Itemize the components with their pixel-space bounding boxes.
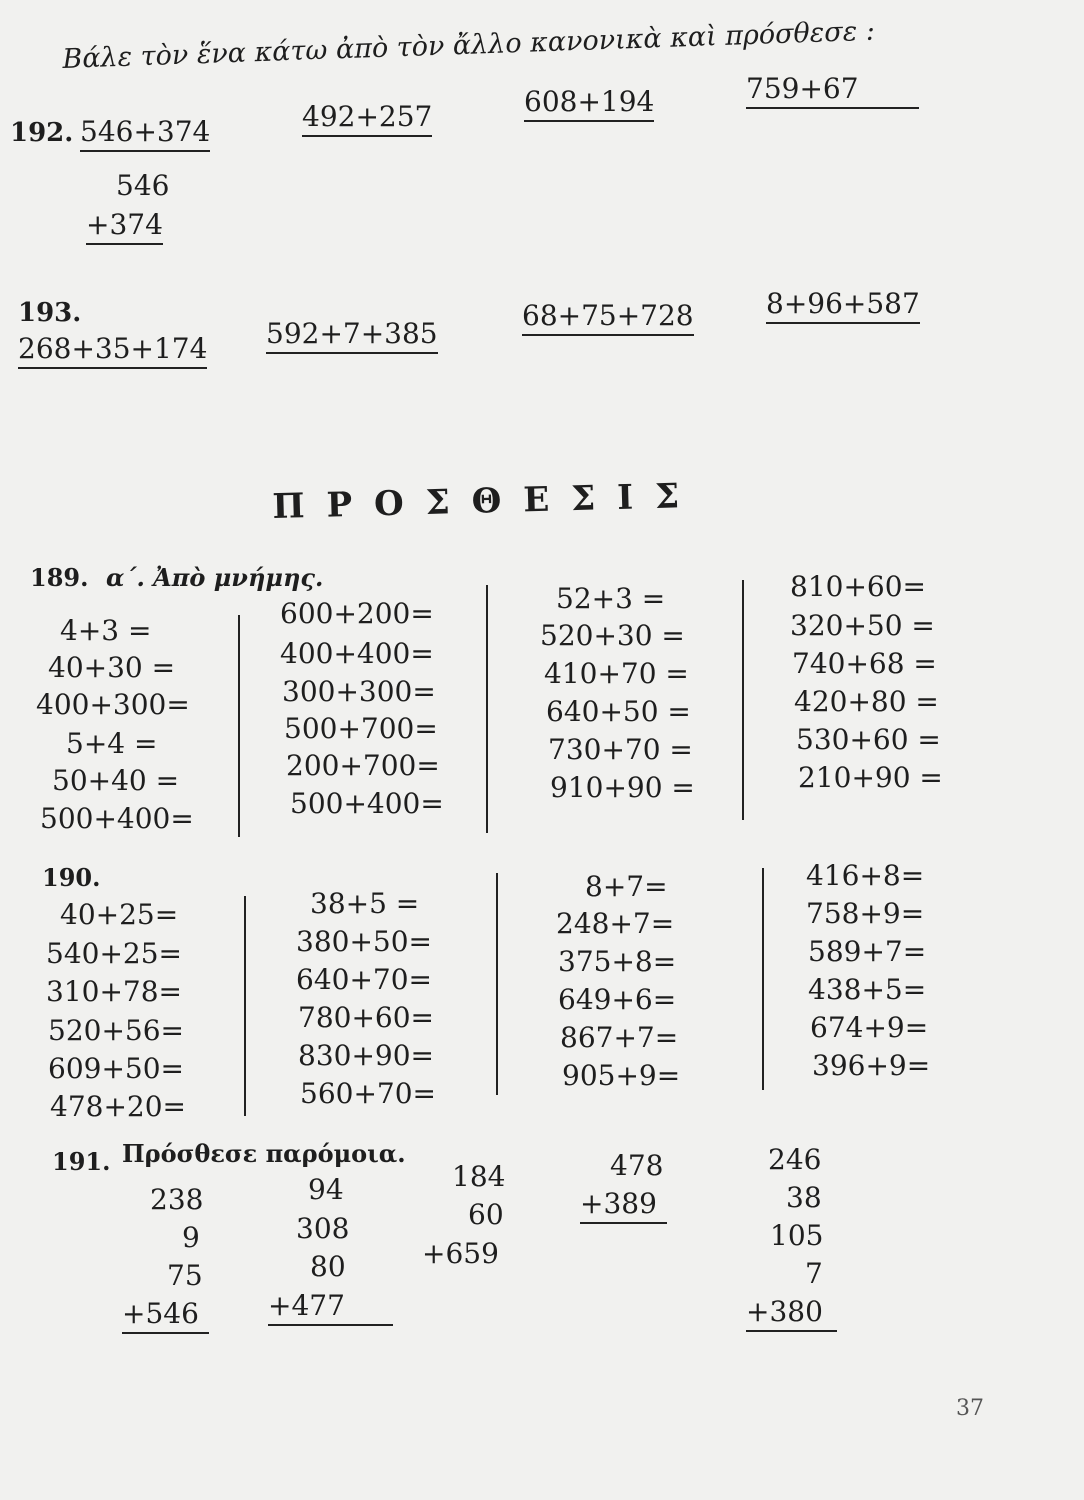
equation: 248+7=	[556, 907, 675, 940]
exercise-title: Πρόσθεσε παρόμοια.	[122, 1139, 406, 1168]
exercise-item: 68+75+728	[522, 302, 694, 336]
equation: 40+30 =	[48, 651, 176, 684]
column-divider	[244, 896, 246, 1116]
addend: 246	[768, 1143, 822, 1176]
addend: 478	[610, 1149, 664, 1182]
equation: 8+7=	[585, 870, 668, 903]
addend: 308	[296, 1212, 350, 1245]
exercise-item: 608+194	[524, 88, 654, 122]
equation: 540+25=	[46, 937, 182, 970]
equation: 320+50 =	[790, 609, 935, 642]
worked-example-top: 546	[116, 169, 170, 202]
column-divider	[762, 868, 764, 1090]
equation: 609+50=	[48, 1052, 184, 1085]
equation: 640+50 =	[546, 695, 691, 728]
equation: 400+300=	[36, 688, 190, 721]
equation: 52+3 =	[556, 582, 666, 615]
equation: 4+3 =	[60, 614, 152, 647]
equation: 380+50=	[296, 925, 432, 958]
addend-last: +546	[122, 1300, 209, 1334]
column-divider	[238, 615, 240, 837]
exercise-item: 268+35+174	[18, 335, 207, 369]
exercise-item: 8+96+587	[766, 290, 920, 324]
equation: 438+5=	[808, 973, 927, 1006]
equation: 600+200=	[280, 597, 434, 630]
equation: 410+70 =	[544, 657, 689, 690]
equation: 40+25=	[60, 898, 179, 931]
worked-example-bottom: +374	[86, 211, 163, 245]
equation: 740+68 =	[792, 647, 937, 680]
equation: 416+8=	[806, 859, 925, 892]
equation: 758+9=	[806, 897, 925, 930]
addend: 7	[805, 1257, 823, 1290]
equation: 200+700=	[286, 749, 440, 782]
equation: 500+400=	[290, 787, 444, 820]
equation: 396+9=	[812, 1049, 931, 1082]
equation: 478+20=	[50, 1090, 186, 1123]
addend: 9	[182, 1221, 200, 1254]
addend: 105	[770, 1219, 824, 1252]
exercise-item: 759+67	[746, 75, 919, 109]
addend-last: +659	[422, 1237, 499, 1270]
equation: 50+40 =	[52, 764, 180, 797]
exercise-item: 546+374	[80, 118, 210, 152]
equation: 400+400=	[280, 637, 434, 670]
section-heading: ΠΡΟΣΘΕΣΙΣ	[271, 475, 702, 527]
addend: 238	[150, 1183, 204, 1216]
equation: 375+8=	[558, 945, 677, 978]
equation: 520+56=	[48, 1014, 184, 1047]
exercise-number: 189.	[30, 563, 89, 592]
equation: 640+70=	[296, 963, 432, 996]
equation: 300+300=	[282, 675, 436, 708]
exercise-number: 192.	[10, 118, 74, 148]
equation: 210+90 =	[798, 761, 943, 794]
addend: 75	[167, 1259, 203, 1292]
equation: 310+78=	[46, 975, 182, 1008]
equation: 500+700=	[284, 712, 438, 745]
equation: 38+5 =	[310, 887, 420, 920]
equation: 905+9=	[562, 1059, 681, 1092]
column-divider	[742, 580, 744, 820]
exercise-subtitle: α΄. Ἀπὸ μνήμης.	[106, 563, 324, 592]
exercise-number: 191.	[52, 1147, 111, 1176]
addend: 80	[310, 1250, 346, 1283]
equation: 674+9=	[810, 1011, 929, 1044]
equation: 500+400=	[40, 802, 194, 835]
equation: 589+7=	[808, 935, 927, 968]
addend-last: +477	[268, 1292, 393, 1326]
addend-last: +389	[580, 1190, 667, 1224]
instruction-text: Βάλε τὸν ἕνα κάτω ἀπὸ τὸν ἄλλο κανονικὰ καὶ πρόσθεσε :	[61, 15, 876, 75]
exercise-item: 492+257	[302, 103, 432, 137]
exercise-item: 592+7+385	[266, 320, 438, 354]
column-divider	[486, 585, 488, 833]
equation: 780+60=	[298, 1001, 434, 1034]
addend: 184	[452, 1160, 506, 1193]
equation: 520+30 =	[540, 619, 685, 652]
equation: 830+90=	[298, 1039, 434, 1072]
addend: 60	[468, 1198, 504, 1231]
equation: 530+60 =	[796, 723, 941, 756]
addend: 94	[308, 1173, 344, 1206]
exercise-number: 190.	[42, 863, 101, 892]
column-divider	[496, 873, 498, 1095]
equation: 730+70 =	[548, 733, 693, 766]
addend: 38	[786, 1181, 822, 1214]
equation: 649+6=	[558, 983, 677, 1016]
exercise-number: 193.	[18, 298, 82, 328]
addend-last: +380	[746, 1298, 837, 1332]
equation: 867+7=	[560, 1021, 679, 1054]
equation: 910+90 =	[550, 771, 695, 804]
equation: 420+80 =	[794, 685, 939, 718]
equation: 810+60=	[790, 570, 926, 603]
page-number: 37	[956, 1396, 984, 1421]
equation: 5+4 =	[66, 727, 158, 760]
equation: 560+70=	[300, 1077, 436, 1110]
